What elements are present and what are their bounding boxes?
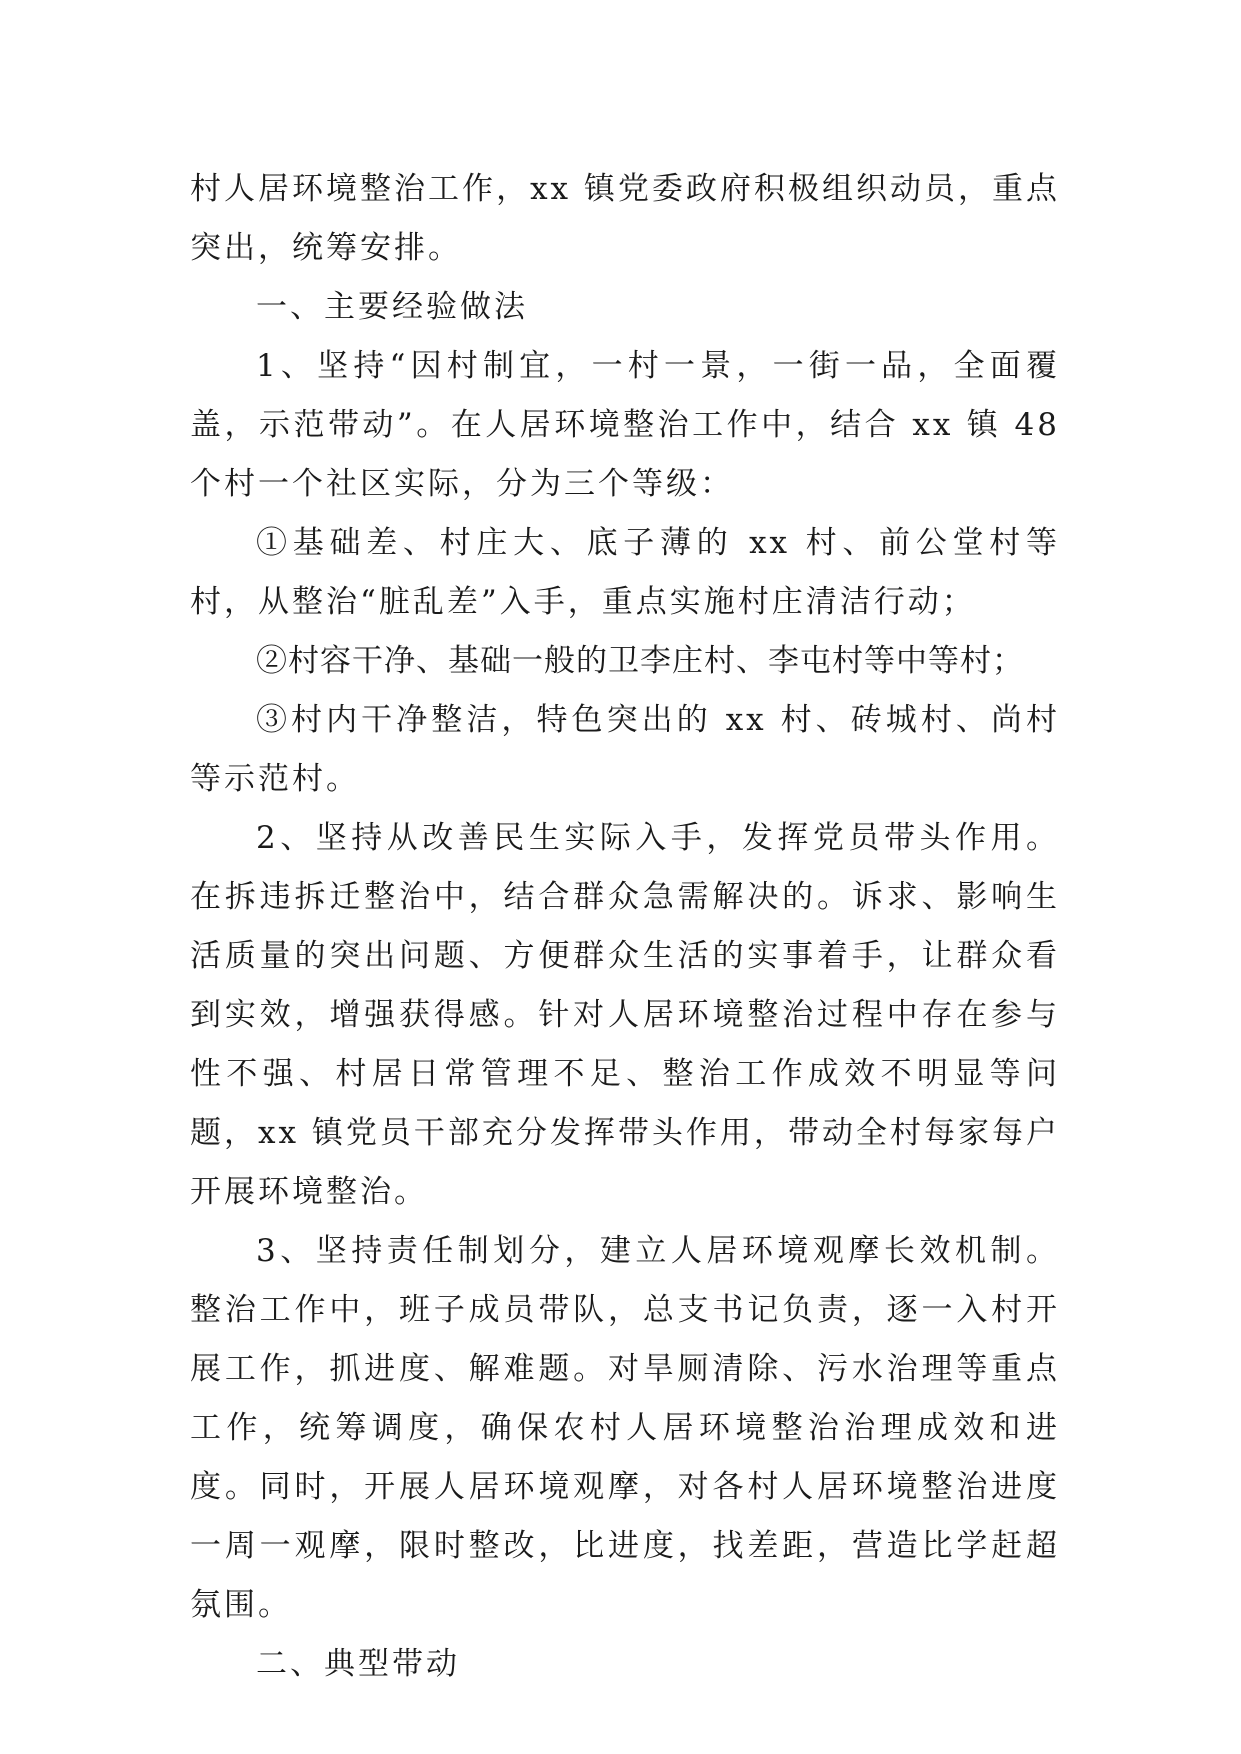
paragraph-continuation: 村人居环境整治工作，xx 镇党委政府积极组织动员，重点突出，统筹安排。 — [190, 171, 1060, 266]
paragraph-point-1: 1、坚持“因村制宜，一村一景，一街一品，全面覆盖，示范带动”。在人居环境整治工作中，结合 xx 镇 48 个村一个社区实际，分为三个等级： — [190, 348, 1060, 502]
paragraph-level-3: ③村内干净整洁，特色突出的 xx 村、砖城村、尚村等示范村。 — [190, 702, 1060, 797]
document-body — [190, 160, 1060, 1694]
section-heading-2: 二、典型带动 — [256, 1646, 460, 1682]
section-heading-1: 一、主要经验做法 — [256, 289, 528, 325]
paragraph-point-2: 2、坚持从改善民生实际入手，发挥党员带头作用。在拆违拆迁整治中，结合群众急需解决的。诉求、影响生活质量的突出问题、方便群众生活的实事着手，让群众看到实效，增强获得感。针对人居环境整治过程中存在参与性不强、村居日常管理不足、整治工作成效不明显等问题，xx 镇党员干部充分发挥带头作用，带动全村每家每户开展环境整治。 — [190, 820, 1060, 1210]
paragraph-level-2: ②村容干净、基础一般的卫李庄村、李屯村等中等村； — [256, 643, 1024, 679]
paragraph-point-3: 3、坚持责任制划分，建立人居环境观摩长效机制。整治工作中，班子成员带队，总支书记负责，逐一入村开展工作，抓进度、解难题。对旱厕清除、污水治理等重点工作，统筹调度，确保农村人居环境整治治理成效和进度。同时，开展人居环境观摩，对各村人居环境整治进度一周一观摩，限时整改，比进度，找差距，营造比学赶超氛围。 — [190, 1233, 1060, 1623]
paragraph-level-1: ①基础差、村庄大、底子薄的 xx 村、前公堂村等村，从整治“脏乱差”入手，重点实施村庄清洁行动； — [190, 525, 1060, 620]
